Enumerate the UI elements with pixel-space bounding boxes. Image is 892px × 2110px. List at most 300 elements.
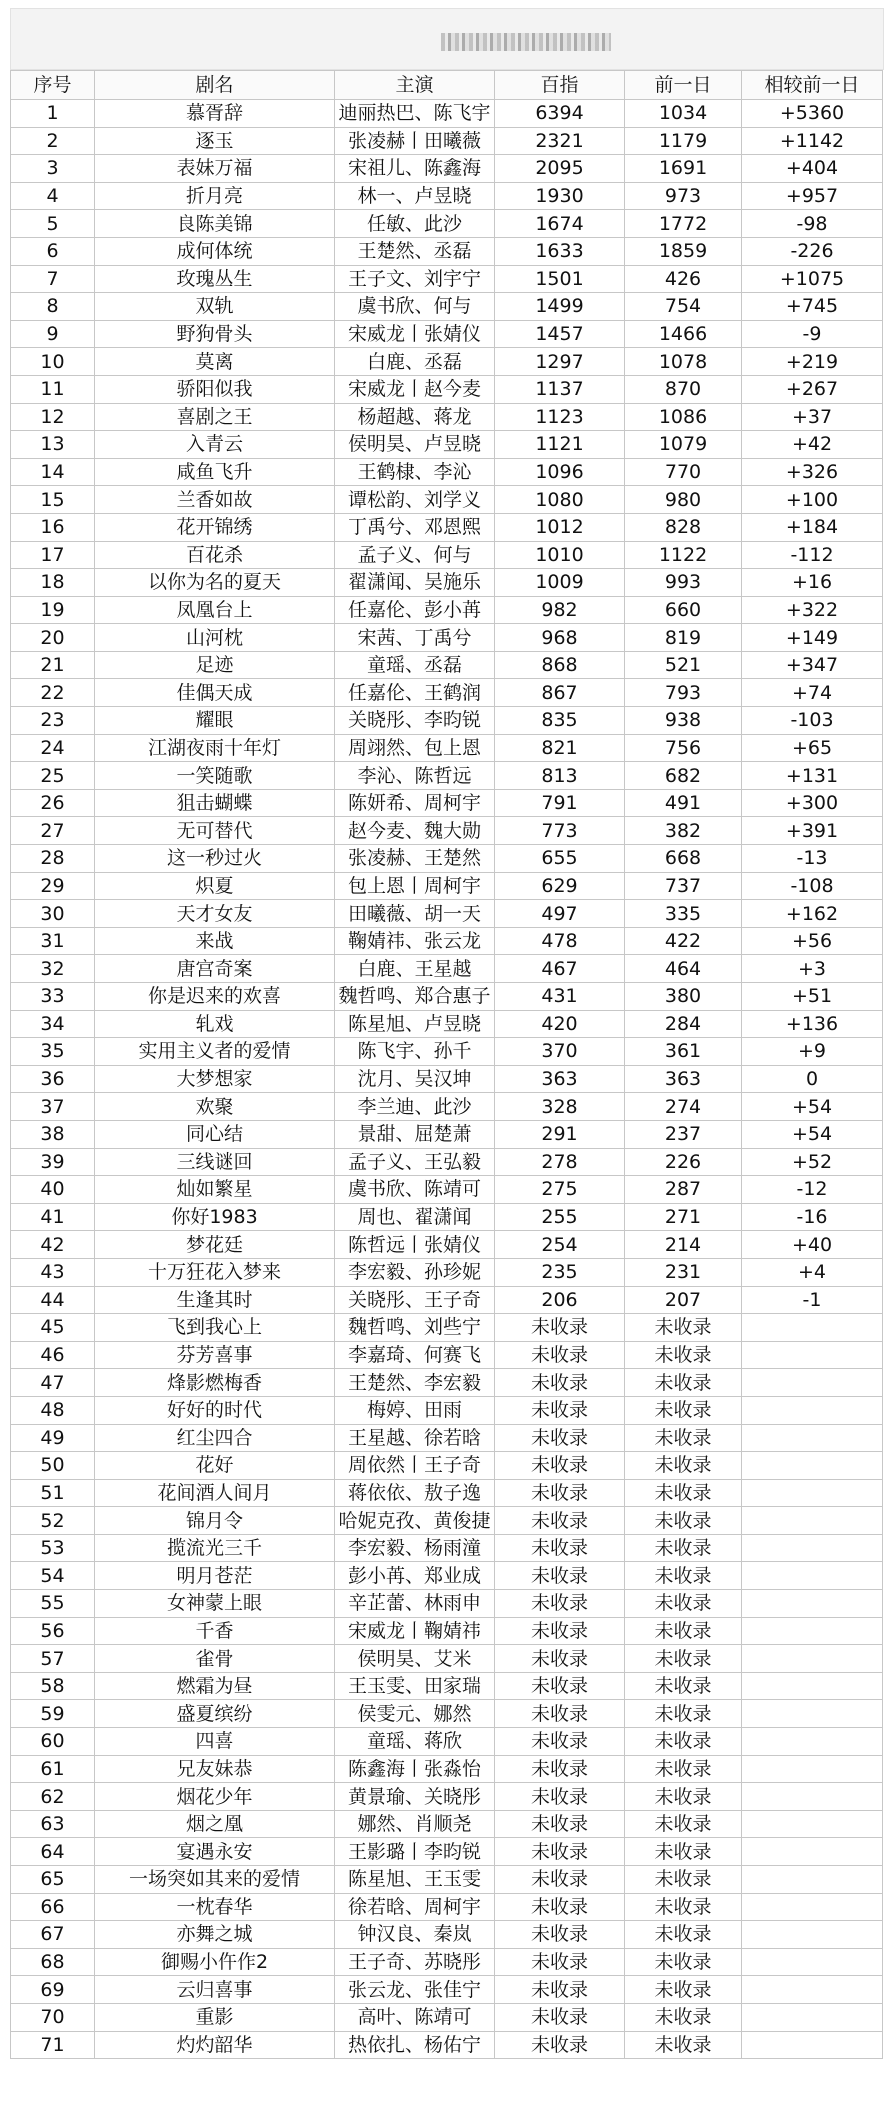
prev-day-cell: 993 xyxy=(625,569,742,597)
change-cell: 0 xyxy=(742,1065,883,1093)
prev-day-cell: 361 xyxy=(625,1038,742,1066)
cast-cell: 孟子义、何与 xyxy=(335,541,495,569)
prev-day-cell: 未收录 xyxy=(625,1921,742,1949)
title-cell: 御赐小仵作2 xyxy=(95,1948,335,1976)
col-header-rank: 序号 xyxy=(11,71,95,100)
index-cell: 未收录 xyxy=(495,1672,625,1700)
cast-cell: 王子文、刘宇宁 xyxy=(335,265,495,293)
table-row xyxy=(11,100,883,128)
change-cell: +300 xyxy=(742,789,883,817)
rank-cell: 29 xyxy=(11,872,95,900)
change-cell: +3 xyxy=(742,955,883,983)
index-cell: 未收录 xyxy=(495,1700,625,1728)
title-cell: 燃霜为昼 xyxy=(95,1672,335,1700)
table-row xyxy=(11,1203,883,1231)
col-header-change: 相较前一日 xyxy=(742,71,883,100)
rank-cell: 60 xyxy=(11,1728,95,1756)
change-cell: +16 xyxy=(742,569,883,597)
index-cell: 未收录 xyxy=(495,1341,625,1369)
index-cell: 1123 xyxy=(495,403,625,431)
table-row xyxy=(11,210,883,238)
change-cell: -1 xyxy=(742,1286,883,1314)
cast-cell: 陈星旭、王玉雯 xyxy=(335,1866,495,1894)
table-row xyxy=(11,2031,883,2059)
change-cell xyxy=(742,1728,883,1756)
index-cell: 235 xyxy=(495,1258,625,1286)
table-row xyxy=(11,651,883,679)
index-cell: 328 xyxy=(495,1093,625,1121)
cast-cell: 周翊然、包上恩 xyxy=(335,734,495,762)
title-cell: 花开锦绣 xyxy=(95,513,335,541)
title-cell: 雀骨 xyxy=(95,1645,335,1673)
title-cell: 唐宫奇案 xyxy=(95,955,335,983)
change-cell: +65 xyxy=(742,734,883,762)
prev-day-cell: 1078 xyxy=(625,348,742,376)
rank-cell: 37 xyxy=(11,1093,95,1121)
change-cell: -112 xyxy=(742,541,883,569)
title-cell: 重影 xyxy=(95,2003,335,2031)
title-cell: 咸鱼飞升 xyxy=(95,458,335,486)
prev-day-cell: 1859 xyxy=(625,237,742,265)
change-cell: +957 xyxy=(742,182,883,210)
table-row xyxy=(11,1534,883,1562)
title-cell: 一笑随歌 xyxy=(95,762,335,790)
index-cell: 275 xyxy=(495,1176,625,1204)
change-cell: +347 xyxy=(742,651,883,679)
table-row xyxy=(11,1948,883,1976)
table-row xyxy=(11,1645,883,1673)
index-cell: 278 xyxy=(495,1148,625,1176)
change-cell: +54 xyxy=(742,1093,883,1121)
change-cell: +184 xyxy=(742,513,883,541)
index-cell: 1501 xyxy=(495,265,625,293)
rank-cell: 52 xyxy=(11,1507,95,1535)
table-row xyxy=(11,707,883,735)
table-row xyxy=(11,955,883,983)
table-row xyxy=(11,1976,883,2004)
prev-day-cell: 226 xyxy=(625,1148,742,1176)
table-row xyxy=(11,569,883,597)
rank-cell: 19 xyxy=(11,596,95,624)
table-row xyxy=(11,1562,883,1590)
prev-day-cell: 464 xyxy=(625,955,742,983)
prev-day-cell: 未收录 xyxy=(625,1341,742,1369)
change-cell: +37 xyxy=(742,403,883,431)
change-cell: -226 xyxy=(742,237,883,265)
cast-cell: 侯明昊、卢昱晓 xyxy=(335,431,495,459)
index-cell: 未收录 xyxy=(495,1810,625,1838)
cast-cell: 梅婷、田雨 xyxy=(335,1396,495,1424)
prev-day-cell: 未收录 xyxy=(625,1424,742,1452)
title-cell: 盛夏缤纷 xyxy=(95,1700,335,1728)
prev-day-cell: 660 xyxy=(625,596,742,624)
change-cell xyxy=(742,1369,883,1397)
cast-cell: 赵今麦、魏大勋 xyxy=(335,817,495,845)
rank-cell: 69 xyxy=(11,1976,95,2004)
prev-day-cell: 未收录 xyxy=(625,1672,742,1700)
rank-cell: 63 xyxy=(11,1810,95,1838)
rank-cell: 20 xyxy=(11,624,95,652)
change-cell xyxy=(742,1562,883,1590)
change-cell: +52 xyxy=(742,1148,883,1176)
rank-cell: 65 xyxy=(11,1866,95,1894)
prev-day-cell: 未收录 xyxy=(625,1314,742,1342)
index-cell: 497 xyxy=(495,900,625,928)
title-cell: 生逢其时 xyxy=(95,1286,335,1314)
index-cell: 1137 xyxy=(495,375,625,403)
rank-cell: 16 xyxy=(11,513,95,541)
change-cell xyxy=(742,1976,883,2004)
change-cell: +4 xyxy=(742,1258,883,1286)
prev-day-cell: 287 xyxy=(625,1176,742,1204)
index-cell: 420 xyxy=(495,1010,625,1038)
prev-day-cell: 1772 xyxy=(625,210,742,238)
cast-cell: 李沁、陈哲远 xyxy=(335,762,495,790)
prev-day-cell: 335 xyxy=(625,900,742,928)
title-cell: 玫瑰丛生 xyxy=(95,265,335,293)
rank-cell: 3 xyxy=(11,155,95,183)
title-cell: 欢聚 xyxy=(95,1093,335,1121)
rank-cell: 21 xyxy=(11,651,95,679)
title-cell: 灿如繁星 xyxy=(95,1176,335,1204)
cast-cell: 童瑶、丞磊 xyxy=(335,651,495,679)
title-cell: 云归喜事 xyxy=(95,1976,335,2004)
cast-cell: 宋威龙丨张婧仪 xyxy=(335,320,495,348)
title-cell: 红尘四合 xyxy=(95,1424,335,1452)
table-row xyxy=(11,1396,883,1424)
cast-cell: 陈鑫海丨张淼怡 xyxy=(335,1755,495,1783)
cast-cell: 虞书欣、何与 xyxy=(335,293,495,321)
table-row xyxy=(11,293,883,321)
title-cell: 以你为名的夏天 xyxy=(95,569,335,597)
rank-cell: 27 xyxy=(11,817,95,845)
index-cell: 未收录 xyxy=(495,1617,625,1645)
table-row xyxy=(11,513,883,541)
table-row xyxy=(11,1093,883,1121)
table-row xyxy=(11,265,883,293)
rank-cell: 34 xyxy=(11,1010,95,1038)
rank-cell: 39 xyxy=(11,1148,95,1176)
prev-day-cell: 980 xyxy=(625,486,742,514)
index-cell: 2095 xyxy=(495,155,625,183)
table-row xyxy=(11,1341,883,1369)
rank-cell: 23 xyxy=(11,707,95,735)
prev-day-cell: 756 xyxy=(625,734,742,762)
index-cell: 未收录 xyxy=(495,1976,625,2004)
title-cell: 灼灼韶华 xyxy=(95,2031,335,2059)
change-cell xyxy=(742,1396,883,1424)
prev-day-cell: 363 xyxy=(625,1065,742,1093)
prev-day-cell: 未收录 xyxy=(625,1369,742,1397)
cast-cell: 谭松韵、刘学义 xyxy=(335,486,495,514)
prev-day-cell: 231 xyxy=(625,1258,742,1286)
index-cell: 未收录 xyxy=(495,1479,625,1507)
prev-day-cell: 973 xyxy=(625,182,742,210)
table-row xyxy=(11,1507,883,1535)
rank-cell: 47 xyxy=(11,1369,95,1397)
cast-cell: 陈飞宇、孙千 xyxy=(335,1038,495,1066)
change-cell xyxy=(742,1893,883,1921)
title-cell: 无可替代 xyxy=(95,817,335,845)
index-cell: 206 xyxy=(495,1286,625,1314)
change-cell: +5360 xyxy=(742,100,883,128)
index-cell: 未收录 xyxy=(495,1838,625,1866)
prev-day-cell: 284 xyxy=(625,1010,742,1038)
prev-day-cell: 未收录 xyxy=(625,1452,742,1480)
table-row xyxy=(11,182,883,210)
table-row xyxy=(11,2003,883,2031)
cast-cell: 李宏毅、杨雨潼 xyxy=(335,1534,495,1562)
index-cell: 未收录 xyxy=(495,1755,625,1783)
index-cell: 未收录 xyxy=(495,1893,625,1921)
title-cell: 实用主义者的爱情 xyxy=(95,1038,335,1066)
title-cell: 耀眼 xyxy=(95,707,335,735)
change-cell xyxy=(742,1948,883,1976)
change-cell xyxy=(742,1424,883,1452)
index-cell: 431 xyxy=(495,983,625,1011)
cast-cell: 任嘉伦、王鹤润 xyxy=(335,679,495,707)
cast-cell: 丁禹兮、邓恩熙 xyxy=(335,513,495,541)
rank-cell: 66 xyxy=(11,1893,95,1921)
change-cell: +391 xyxy=(742,817,883,845)
table-row xyxy=(11,1452,883,1480)
title-cell: 烟之凰 xyxy=(95,1810,335,1838)
title-cell: 烟花少年 xyxy=(95,1783,335,1811)
index-cell: 363 xyxy=(495,1065,625,1093)
index-cell: 1121 xyxy=(495,431,625,459)
table-row xyxy=(11,1369,883,1397)
table-row xyxy=(11,1231,883,1259)
table-row xyxy=(11,1479,883,1507)
prev-day-cell: 207 xyxy=(625,1286,742,1314)
col-header-title: 剧名 xyxy=(95,71,335,100)
prev-day-cell: 未收录 xyxy=(625,1507,742,1535)
change-cell: +74 xyxy=(742,679,883,707)
title-cell: 江湖夜雨十年灯 xyxy=(95,734,335,762)
cast-cell: 李嘉琦、何赛飞 xyxy=(335,1341,495,1369)
prev-day-cell: 未收录 xyxy=(625,1728,742,1756)
change-cell xyxy=(742,1452,883,1480)
rank-cell: 44 xyxy=(11,1286,95,1314)
title-cell: 十万狂花入梦来 xyxy=(95,1258,335,1286)
cast-cell: 周也、翟潇闻 xyxy=(335,1203,495,1231)
cast-cell: 杨超越、蒋龙 xyxy=(335,403,495,431)
rank-cell: 17 xyxy=(11,541,95,569)
rank-cell: 49 xyxy=(11,1424,95,1452)
table-row xyxy=(11,1148,883,1176)
change-cell: +1075 xyxy=(742,265,883,293)
table-row xyxy=(11,1838,883,1866)
index-cell: 467 xyxy=(495,955,625,983)
prev-day-cell: 未收录 xyxy=(625,1617,742,1645)
cast-cell: 王玉雯、田家瑞 xyxy=(335,1672,495,1700)
table-row xyxy=(11,431,883,459)
title-cell: 芬芳喜事 xyxy=(95,1341,335,1369)
title-cell: 花间酒人间月 xyxy=(95,1479,335,1507)
change-cell xyxy=(742,1314,883,1342)
rank-cell: 58 xyxy=(11,1672,95,1700)
table-row xyxy=(11,762,883,790)
table-row xyxy=(11,1176,883,1204)
title-cell: 骄阳似我 xyxy=(95,375,335,403)
rank-cell: 67 xyxy=(11,1921,95,1949)
index-cell: 821 xyxy=(495,734,625,762)
rank-cell: 8 xyxy=(11,293,95,321)
prev-day-cell: 770 xyxy=(625,458,742,486)
title-cell: 轧戏 xyxy=(95,1010,335,1038)
change-cell xyxy=(742,1755,883,1783)
prev-day-cell: 1034 xyxy=(625,100,742,128)
title-cell: 明月苍茫 xyxy=(95,1562,335,1590)
index-cell: 未收录 xyxy=(495,1783,625,1811)
cast-cell: 迪丽热巴、陈飞宇 xyxy=(335,100,495,128)
cast-cell: 虞书欣、陈靖可 xyxy=(335,1176,495,1204)
change-cell xyxy=(742,1672,883,1700)
change-cell xyxy=(742,1645,883,1673)
title-cell: 表妹万福 xyxy=(95,155,335,183)
title-cell: 炽夏 xyxy=(95,872,335,900)
change-cell xyxy=(742,1534,883,1562)
change-cell: +56 xyxy=(742,927,883,955)
index-cell: 未收录 xyxy=(495,1507,625,1535)
title-cell: 亦舞之城 xyxy=(95,1921,335,1949)
cast-cell: 徐若晗、周柯宇 xyxy=(335,1893,495,1921)
table-row xyxy=(11,1755,883,1783)
cast-cell: 翟潇闻、吴施乐 xyxy=(335,569,495,597)
rank-cell: 11 xyxy=(11,375,95,403)
prev-day-cell: 382 xyxy=(625,817,742,845)
prev-day-cell: 未收录 xyxy=(625,1534,742,1562)
rank-cell: 1 xyxy=(11,100,95,128)
change-cell: +322 xyxy=(742,596,883,624)
index-cell: 982 xyxy=(495,596,625,624)
rank-cell: 25 xyxy=(11,762,95,790)
change-cell: +54 xyxy=(742,1120,883,1148)
title-cell: 女神蒙上眼 xyxy=(95,1590,335,1618)
rank-cell: 5 xyxy=(11,210,95,238)
rank-cell: 32 xyxy=(11,955,95,983)
change-cell: -108 xyxy=(742,872,883,900)
title-cell: 兰香如故 xyxy=(95,486,335,514)
index-cell: 1096 xyxy=(495,458,625,486)
change-cell xyxy=(742,1617,883,1645)
index-cell: 478 xyxy=(495,927,625,955)
prev-day-cell: 未收录 xyxy=(625,1783,742,1811)
prev-day-cell: 未收录 xyxy=(625,1976,742,2004)
cast-cell: 陈妍希、周柯宇 xyxy=(335,789,495,817)
table-row xyxy=(11,1810,883,1838)
drama-ranking-table xyxy=(10,70,883,2059)
title-cell: 来战 xyxy=(95,927,335,955)
rank-cell: 30 xyxy=(11,900,95,928)
prev-day-cell: 未收录 xyxy=(625,1810,742,1838)
prev-day-cell: 938 xyxy=(625,707,742,735)
table-row xyxy=(11,679,883,707)
title-cell: 良陈美锦 xyxy=(95,210,335,238)
prev-day-cell: 1086 xyxy=(625,403,742,431)
cast-cell: 侯雯元、娜然 xyxy=(335,1700,495,1728)
rank-cell: 53 xyxy=(11,1534,95,1562)
change-cell: +149 xyxy=(742,624,883,652)
rank-cell: 38 xyxy=(11,1120,95,1148)
cast-cell: 钟汉良、秦岚 xyxy=(335,1921,495,1949)
rank-cell: 40 xyxy=(11,1176,95,1204)
title-banner xyxy=(10,8,884,70)
table-row xyxy=(11,1921,883,1949)
cast-cell: 鞠婧祎、张云龙 xyxy=(335,927,495,955)
change-cell xyxy=(742,1479,883,1507)
title-cell: 莫离 xyxy=(95,348,335,376)
table-row xyxy=(11,127,883,155)
change-cell: +42 xyxy=(742,431,883,459)
change-cell: +9 xyxy=(742,1038,883,1066)
index-cell: 1930 xyxy=(495,182,625,210)
rank-cell: 4 xyxy=(11,182,95,210)
table-row xyxy=(11,1038,883,1066)
table-row xyxy=(11,596,883,624)
index-cell: 未收录 xyxy=(495,1948,625,1976)
title-cell: 天才女友 xyxy=(95,900,335,928)
index-cell: 1297 xyxy=(495,348,625,376)
change-cell: -13 xyxy=(742,845,883,873)
cast-cell: 魏哲鸣、郑合惠子 xyxy=(335,983,495,1011)
title-cell: 逐玉 xyxy=(95,127,335,155)
index-cell: 未收录 xyxy=(495,1866,625,1894)
prev-day-cell: 274 xyxy=(625,1093,742,1121)
index-cell: 1633 xyxy=(495,237,625,265)
prev-day-cell: 未收录 xyxy=(625,1755,742,1783)
rank-cell: 12 xyxy=(11,403,95,431)
index-cell: 791 xyxy=(495,789,625,817)
cast-cell: 陈星旭、卢昱晓 xyxy=(335,1010,495,1038)
table-row xyxy=(11,1672,883,1700)
prev-day-cell: 未收录 xyxy=(625,1893,742,1921)
index-cell: 未收录 xyxy=(495,1396,625,1424)
rank-cell: 9 xyxy=(11,320,95,348)
table-header-row xyxy=(11,71,883,100)
title-cell: 四喜 xyxy=(95,1728,335,1756)
prev-day-cell: 491 xyxy=(625,789,742,817)
prev-day-cell: 521 xyxy=(625,651,742,679)
cast-cell: 高叶、陈靖可 xyxy=(335,2003,495,2031)
rank-cell: 24 xyxy=(11,734,95,762)
table-row xyxy=(11,320,883,348)
index-cell: 813 xyxy=(495,762,625,790)
cast-cell: 田曦薇、胡一天 xyxy=(335,900,495,928)
cast-cell: 彭小苒、郑业成 xyxy=(335,1562,495,1590)
cast-cell: 陈哲远丨张婧仪 xyxy=(335,1231,495,1259)
title-cell: 喜剧之王 xyxy=(95,403,335,431)
table-row xyxy=(11,1286,883,1314)
prev-day-cell: 819 xyxy=(625,624,742,652)
index-cell: 254 xyxy=(495,1231,625,1259)
title-cell: 百花杀 xyxy=(95,541,335,569)
cast-cell: 娜然、肖顺尧 xyxy=(335,1810,495,1838)
table-row xyxy=(11,458,883,486)
change-cell xyxy=(742,2031,883,2059)
change-cell: +219 xyxy=(742,348,883,376)
table-row xyxy=(11,486,883,514)
prev-day-cell: 682 xyxy=(625,762,742,790)
index-cell: 未收录 xyxy=(495,1424,625,1452)
rank-cell: 50 xyxy=(11,1452,95,1480)
title-cell: 足迹 xyxy=(95,651,335,679)
index-cell: 291 xyxy=(495,1120,625,1148)
change-cell xyxy=(742,1700,883,1728)
title-cell: 千香 xyxy=(95,1617,335,1645)
change-cell: +1142 xyxy=(742,127,883,155)
prev-day-cell: 426 xyxy=(625,265,742,293)
